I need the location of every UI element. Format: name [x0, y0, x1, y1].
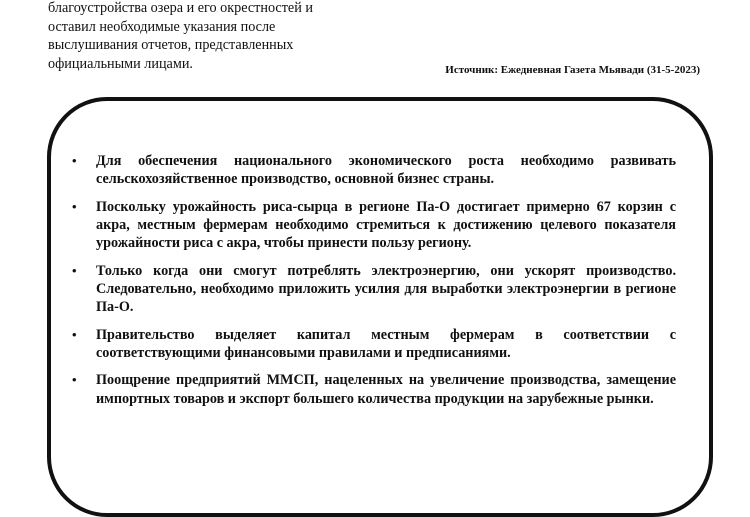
bullet-icon: • [72, 198, 77, 214]
list-item-text: Поощрение предприятий ММСП, нацеленных на увеличение производства, замещение импортных товаров и экспорт большего количества продукции на зарубежные рынки. [96, 372, 676, 407]
bullet-icon: • [72, 262, 77, 278]
bullet-list [72, 152, 676, 417]
intro-line: благоустройства озера и его окрестностей и [48, 0, 313, 16]
list-item [72, 371, 676, 408]
list-item [72, 262, 676, 317]
list-item [72, 152, 676, 189]
bullet-icon: • [72, 153, 77, 168]
list-item-text: Только когда они смогут потреблять электроэнергию, они ускорят производство. Следовательно, необходимо приложить усилия для выработки электроэнергии в регионе Па-О. [96, 262, 676, 316]
intro-paragraph [48, 0, 364, 73]
list-item-text: Правительство выделяет капитал местным фермерам в соответствии с соответствующими финансовыми правилами и предписаниями. [96, 326, 676, 362]
intro-line: оставил необходимые указания после [48, 18, 276, 35]
list-item [72, 326, 676, 363]
list-item [72, 198, 676, 253]
intro-line: официальными лицами. [48, 55, 193, 72]
bullet-icon: • [72, 372, 77, 388]
list-item-text: Для обеспечения национального экономического роста необходимо развивать сельскохозяйственное производство, основной бизнес страны. [96, 153, 676, 188]
list-item-text: Поскольку урожайность риса-сырца в регионе Па-О достигает примерно 67 корзин с акра, местным фермерам необходимо стремиться к достижению целевого показателя урожайности риса с акра, чтобы принести пользу региону. [96, 198, 676, 252]
source-citation: Источник: Ежедневная Газета Мьявади (31-5-2023) [445, 64, 700, 76]
bullet-icon: • [72, 326, 77, 342]
intro-line: выслушивания отчетов, представленных [48, 37, 294, 53]
